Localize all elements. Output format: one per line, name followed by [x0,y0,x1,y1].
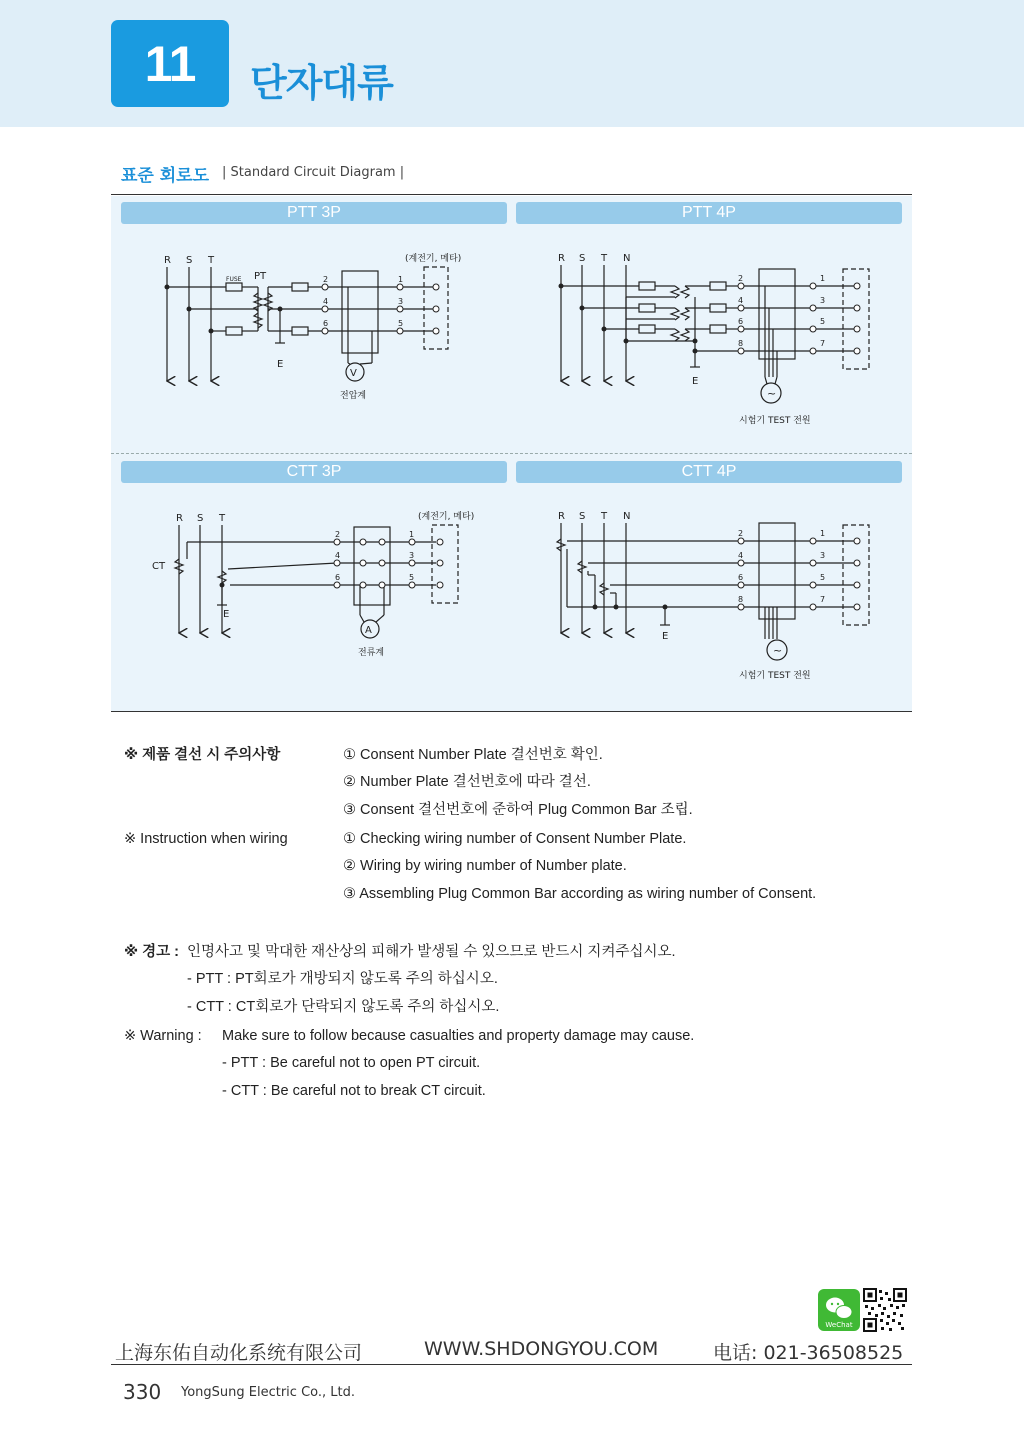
ctt3p-diagram [150,505,490,665]
footer-rule [111,1364,912,1365]
svg-text:2: 2 [738,274,744,283]
svg-text:전압계: 전압계 [340,391,367,401]
notes-kr-title: ※ 제품 결선 시 주의사항 [124,747,281,763]
svg-text:8: 8 [738,339,744,348]
svg-text:5: 5 [409,573,415,582]
svg-text:E: E [223,609,230,620]
warning-en-ptt: - PTT : Be careful not to open PT circuit. [222,1055,481,1071]
svg-text:S: S [579,253,586,264]
svg-text:E: E [662,631,669,642]
notes-kr-item-3: ③ Consent 결선번호에 준하여 Plug Common Bar 조립. [343,802,693,818]
footer-company-cn: 上海东佑自动化系统有限公司 [115,1342,363,1364]
svg-text:V: V [350,368,357,379]
svg-text:3: 3 [398,297,404,306]
warning-en-ctt: - CTT : Be careful not to break CT circuit. [222,1083,486,1099]
svg-text:4: 4 [738,551,744,560]
ptt3p-diagram [150,245,490,405]
svg-text:T: T [601,511,608,522]
svg-text:3: 3 [409,551,415,560]
svg-text:5: 5 [820,573,826,582]
notes-en-item-1: ① Checking wiring number of Consent Number Plate. [343,831,687,847]
svg-text:8: 8 [738,595,744,604]
footer-company-en: YongSung Electric Co., Ltd. [181,1385,356,1400]
svg-text:R: R [176,513,183,524]
svg-text:6: 6 [738,573,744,582]
diagram-divider [111,453,912,454]
chapter-number: 11 [111,20,229,107]
svg-text:N: N [623,253,631,264]
svg-text:~: ~ [767,387,777,400]
svg-text:~: ~ [773,644,783,657]
svg-text:S: S [579,511,586,522]
svg-text:시험기 TEST 전원: 시험기 TEST 전원 [739,671,811,681]
svg-text:T: T [219,513,226,524]
section-title: 표준 회로도 [121,166,210,186]
svg-text:T: T [208,255,215,266]
notes-en-item-3: ③ Assembling Plug Common Bar according as wiring number of Consent. [343,886,817,902]
notes-kr-item-1: ① Consent Number Plate 결선번호 확인. [343,747,603,763]
bottom-rule [111,711,912,712]
notes-kr-item-2: ② Number Plate 결선번호에 따라 결선. [343,774,591,790]
chapter-title: 단자대류 [250,61,393,105]
svg-text:CT: CT [152,561,166,572]
warning-en-text: Make sure to follow because casualties and property damage may cause. [222,1028,695,1044]
svg-text:R: R [164,255,171,266]
ctt3p-label: CTT 3P [121,461,507,483]
svg-text:2: 2 [323,275,329,284]
svg-text:R: R [558,253,565,264]
svg-text:전류계: 전류계 [358,648,385,658]
svg-text:7: 7 [820,339,826,348]
page-number: 330 [123,1380,162,1404]
warning-kr-ptt: - PTT : PT회로가 개방되지 않도록 주의 하십시오. [187,971,498,987]
warning-kr-head: ※ 경고 : [124,944,179,960]
svg-text:1: 1 [409,530,415,539]
svg-text:4: 4 [323,297,329,306]
wechat-icon[interactable] [818,1289,860,1331]
svg-text:T: T [601,253,608,264]
svg-text:FUSE: FUSE [226,276,242,283]
svg-text:2: 2 [738,529,744,538]
svg-text:6: 6 [335,573,341,582]
svg-text:S: S [186,255,193,266]
ptt4p-label: PTT 4P [516,202,902,224]
section-subtitle: | Standard Circuit Diagram | [222,165,405,180]
svg-text:1: 1 [398,275,404,284]
svg-text:6: 6 [323,319,329,328]
warning-kr-text: 인명사고 및 막대한 재산상의 피해가 발생될 수 있으므로 반드시 지켜주십시오. [187,944,676,960]
notes-en-title: ※ Instruction when wiring [124,831,288,847]
svg-text:4: 4 [738,296,744,305]
svg-text:S: S [197,513,204,524]
warning-kr-ctt: - CTT : CT회로가 단락되지 않도록 주의 하십시오. [187,999,500,1015]
ptt3p-label: PTT 3P [121,202,507,224]
svg-text:E: E [277,359,284,370]
svg-text:R: R [558,511,565,522]
top-rule [111,194,912,195]
svg-text:(계전기, 메타): (계전기, 메타) [418,512,475,522]
svg-text:PT: PT [254,271,267,282]
notes-en-item-2: ② Wiring by wiring number of Number plate. [343,858,627,874]
ctt4p-diagram [545,503,885,688]
ptt4p-diagram [545,245,885,430]
svg-text:1: 1 [820,529,826,538]
svg-text:A: A [365,625,372,636]
warning-en-head: ※ Warning : [124,1028,202,1044]
svg-text:3: 3 [820,551,826,560]
footer-phone: 电话: 021-36508525 [713,1342,904,1364]
svg-text:E: E [692,376,699,387]
svg-text:2: 2 [335,530,341,539]
svg-text:N: N [623,511,631,522]
svg-text:6: 6 [738,317,744,326]
footer-website[interactable]: WWW.SHDONGYOU.COM [424,1338,659,1360]
svg-text:7: 7 [820,595,826,604]
svg-text:3: 3 [820,296,826,305]
svg-text:4: 4 [335,551,341,560]
svg-text:시험기 TEST 전원: 시험기 TEST 전원 [739,416,811,426]
svg-text:(계전기, 메타): (계전기, 메타) [405,254,462,264]
qr-code-icon [863,1288,907,1332]
ctt4p-label: CTT 4P [516,461,902,483]
svg-text:WeChat: WeChat [825,1321,853,1329]
svg-text:5: 5 [398,319,404,328]
svg-text:5: 5 [820,317,826,326]
svg-text:1: 1 [820,274,826,283]
